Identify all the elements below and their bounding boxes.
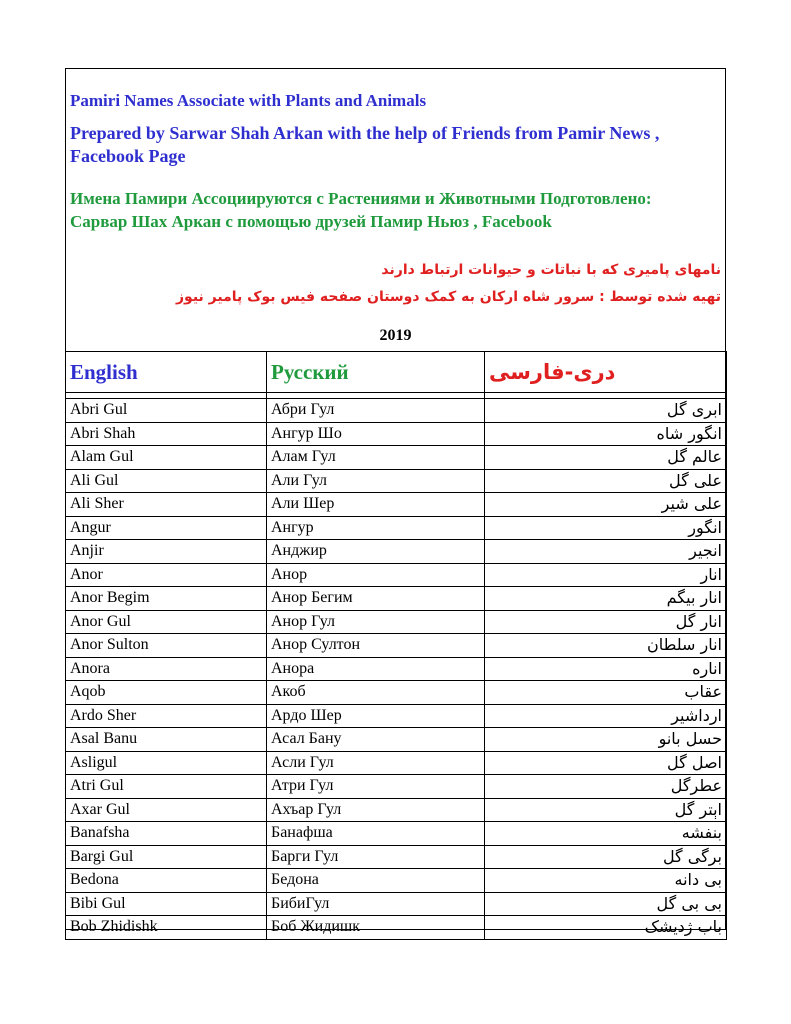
cell-farsi: انجیر — [485, 540, 727, 564]
cell-russian: Алам Гул — [267, 446, 485, 470]
names-table — [65, 351, 727, 940]
cell-farsi: علی گل — [485, 469, 727, 493]
cell-english: Abri Gul — [66, 399, 267, 423]
cell-farsi: انار بیگم — [485, 587, 727, 611]
cell-english: Bargi Gul — [66, 845, 267, 869]
cell-english: Ardo Sher — [66, 704, 267, 728]
cell-english: Anor Sulton — [66, 634, 267, 658]
cell-farsi: عطرگل — [485, 775, 727, 799]
cell-farsi: عقاب — [485, 681, 727, 705]
cell-farsi: بی بی گل — [485, 892, 727, 916]
cell-english: Atri Gul — [66, 775, 267, 799]
cell-russian: Анор Гул — [267, 610, 485, 634]
cell-farsi: ابری گل — [485, 399, 727, 423]
cell-farsi: ارداشیر — [485, 704, 727, 728]
table-row — [66, 681, 727, 705]
cell-russian: Ахъар Гул — [267, 798, 485, 822]
cell-english: Aqob — [66, 681, 267, 705]
cell-english: Anor Begim — [66, 587, 267, 611]
table-row — [66, 822, 727, 846]
prepared-by-farsi: تهیه شده توسط : سرور شاه ارکان به کمک دوستان صفحه فیس بوک پامیر نیوز — [175, 289, 721, 305]
table-row — [66, 493, 727, 517]
cell-english: Banafsha — [66, 822, 267, 846]
cell-farsi: عالم گل — [485, 446, 727, 470]
cell-russian: Али Гул — [267, 469, 485, 493]
table-row — [66, 751, 727, 775]
cell-russian: Анора — [267, 657, 485, 681]
table-row — [66, 728, 727, 752]
cell-farsi: علی شیر — [485, 493, 727, 517]
cell-farsi: اېتر گل — [485, 798, 727, 822]
cell-russian: Анор Бегим — [267, 587, 485, 611]
cell-english: Anor Gul — [66, 610, 267, 634]
table-row — [66, 446, 727, 470]
table-row — [66, 798, 727, 822]
cell-russian: БибиГул — [267, 892, 485, 916]
cell-russian: Ардо Шер — [267, 704, 485, 728]
cell-english: Ali Sher — [66, 493, 267, 517]
column-header-russian: Русский — [267, 352, 485, 393]
cell-russian: Атри Гул — [267, 775, 485, 799]
cell-russian: Асли Гул — [267, 751, 485, 775]
cell-farsi: انگور شاه — [485, 422, 727, 446]
cell-russian: Асал Бану — [267, 728, 485, 752]
cell-russian: Акоб — [267, 681, 485, 705]
table-row — [66, 845, 727, 869]
document-header — [66, 69, 725, 351]
cell-english: Anor — [66, 563, 267, 587]
table-row — [66, 916, 727, 940]
cell-russian: Анор — [267, 563, 485, 587]
column-header-farsi: دری-فارسی — [485, 352, 727, 393]
cell-farsi: اصل گل — [485, 751, 727, 775]
table-row — [66, 516, 727, 540]
table-header-row — [66, 352, 727, 393]
cell-farsi: انار سلطان — [485, 634, 727, 658]
cell-english: Asal Banu — [66, 728, 267, 752]
table-row — [66, 610, 727, 634]
cell-russian: Барги Гул — [267, 845, 485, 869]
table-row — [66, 422, 727, 446]
cell-russian: Ангур — [267, 516, 485, 540]
year-label: 2019 — [379, 327, 412, 344]
cell-russian: Анор Султон — [267, 634, 485, 658]
cell-english: Anjir — [66, 540, 267, 564]
cell-english: Asligul — [66, 751, 267, 775]
document-frame — [65, 68, 726, 937]
cell-english: Axar Gul — [66, 798, 267, 822]
table-row — [66, 704, 727, 728]
table-row — [66, 892, 727, 916]
column-header-english: English — [66, 352, 267, 393]
cell-farsi: باب ژدیشک — [485, 916, 727, 940]
table-row — [66, 469, 727, 493]
cell-english: Abri Shah — [66, 422, 267, 446]
table-row — [66, 775, 727, 799]
table-row — [66, 540, 727, 564]
table-body — [66, 393, 727, 940]
cell-russian: Анджир — [267, 540, 485, 564]
table-row — [66, 399, 727, 423]
table-row — [66, 657, 727, 681]
title-english: Pamiri Names Associate with Plants and Animals — [70, 91, 427, 110]
title-farsi: نامهای پامیری که با نباتات و حیوانات ارتباط دارند — [381, 262, 721, 278]
cell-farsi: انار — [485, 563, 727, 587]
cell-farsi: انگور — [485, 516, 727, 540]
cell-farsi: حسل بانو — [485, 728, 727, 752]
cell-russian: Ангур Шо — [267, 422, 485, 446]
title-russian: Имена Памири Ассоциируются с Растениями и Животными Подготовлено: Сарвар Шах Аркан с помощью друзей Памир Ньюз , Facebook — [70, 189, 652, 231]
table-row — [66, 634, 727, 658]
cell-russian: Боб Жидишк — [267, 916, 485, 940]
cell-russian: Банафша — [267, 822, 485, 846]
cell-farsi: بی دانه — [485, 869, 727, 893]
cell-farsi: بنفشه — [485, 822, 727, 846]
cell-russian: Бедона — [267, 869, 485, 893]
cell-english: Bob Zhidishk — [66, 916, 267, 940]
cell-farsi: اناره — [485, 657, 727, 681]
cell-farsi: برگی گل — [485, 845, 727, 869]
prepared-by-english: Prepared by Sarwar Shah Arkan with the help of Friends from Pamir News , Facebook Page — [70, 123, 660, 166]
cell-english: Bedona — [66, 869, 267, 893]
table-row — [66, 869, 727, 893]
cell-english: Ali Gul — [66, 469, 267, 493]
cell-english: Alam Gul — [66, 446, 267, 470]
table-row — [66, 563, 727, 587]
cell-english: Angur — [66, 516, 267, 540]
cell-english: Anora — [66, 657, 267, 681]
cell-russian: Али Шер — [267, 493, 485, 517]
cell-farsi: انار گل — [485, 610, 727, 634]
cell-english: Bibi Gul — [66, 892, 267, 916]
table-row — [66, 587, 727, 611]
cell-russian: Абри Гул — [267, 399, 485, 423]
